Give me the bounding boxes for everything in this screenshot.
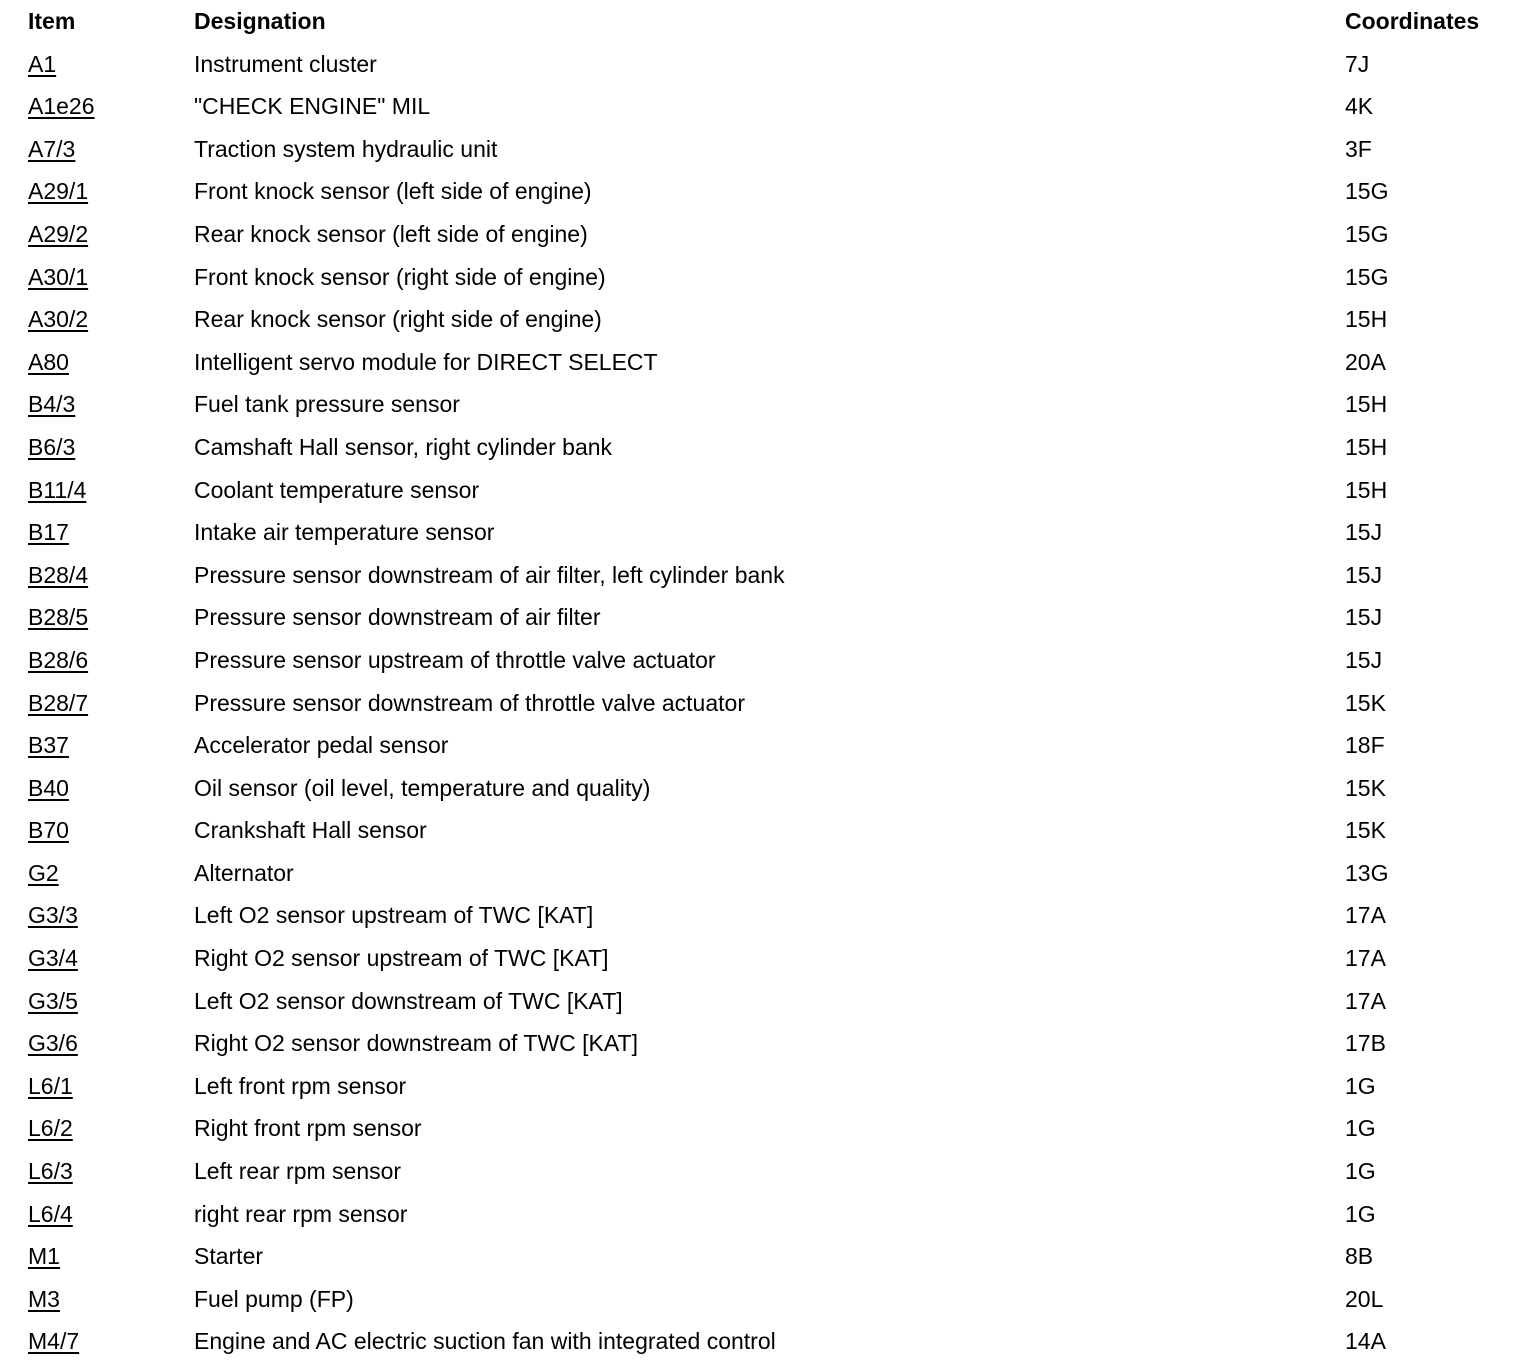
table-header — [28, 0, 1518, 43]
designation-text: Oil sensor (oil level, temperature and quality) — [194, 774, 651, 801]
item-link[interactable]: L6/1 — [28, 1072, 73, 1099]
designation-text: Intelligent servo module for DIRECT SELECT — [194, 348, 658, 375]
item-link[interactable]: B28/4 — [28, 561, 89, 588]
designation-text: Right O2 sensor upstream of TWC [KAT] — [194, 945, 609, 972]
item-link[interactable]: A30/1 — [28, 263, 89, 290]
table-row — [28, 767, 1518, 810]
table-row — [28, 85, 1518, 128]
coordinates-text: 14A — [1345, 1328, 1386, 1355]
designation-text: Accelerator pedal sensor — [194, 732, 449, 759]
coordinates-text: 13G — [1345, 859, 1389, 886]
item-link[interactable]: B6/3 — [28, 433, 76, 460]
table-row — [28, 1065, 1518, 1108]
designation-text: "CHECK ENGINE" MIL — [194, 93, 431, 120]
item-link[interactable]: A1e26 — [28, 93, 95, 120]
item-link[interactable]: B28/6 — [28, 646, 89, 673]
coordinates-text: 15J — [1345, 604, 1383, 631]
designation-text: Right front rpm sensor — [194, 1115, 422, 1142]
coordinates-text: 15H — [1345, 433, 1388, 460]
table-row — [28, 1107, 1518, 1150]
designation-text: Pressure sensor downstream of throttle valve actuator — [194, 689, 745, 716]
table-row — [28, 639, 1518, 682]
table-row — [28, 1320, 1518, 1363]
designation-text: Starter — [194, 1243, 264, 1270]
designation-text: Left front rpm sensor — [194, 1072, 407, 1099]
item-link[interactable]: L6/2 — [28, 1115, 73, 1142]
coordinates-text: 20L — [1345, 1285, 1384, 1312]
item-link[interactable]: L6/4 — [28, 1200, 73, 1227]
item-link[interactable]: B17 — [28, 519, 69, 546]
table-row — [28, 724, 1518, 767]
designation-text: Crankshaft Hall sensor — [194, 817, 427, 844]
item-link[interactable]: G3/5 — [28, 987, 78, 1014]
designation-text: Intake air temperature sensor — [194, 519, 495, 546]
coordinates-text: 15H — [1345, 391, 1388, 418]
table-row — [28, 980, 1518, 1023]
designation-text: Instrument cluster — [194, 50, 377, 77]
item-link[interactable]: A29/1 — [28, 178, 89, 205]
table-row — [28, 298, 1518, 341]
table-row — [28, 256, 1518, 299]
item-link[interactable]: B28/5 — [28, 604, 89, 631]
coordinates-text: 15G — [1345, 178, 1389, 205]
table-row — [28, 596, 1518, 639]
coordinates-text: 1G — [1345, 1158, 1376, 1185]
item-link[interactable]: M3 — [28, 1285, 60, 1312]
designation-text: Alternator — [194, 859, 294, 886]
table-row — [28, 1278, 1518, 1321]
item-link[interactable]: B4/3 — [28, 391, 76, 418]
designation-text: Coolant temperature sensor — [194, 476, 480, 503]
designation-text: Left O2 sensor downstream of TWC [KAT] — [194, 987, 623, 1014]
coordinates-text: 20A — [1345, 348, 1386, 375]
coordinates-text: 17A — [1345, 945, 1386, 972]
header-item: Item — [28, 8, 76, 34]
designation-text: Traction system hydraulic unit — [194, 135, 498, 162]
header-designation: Designation — [194, 8, 326, 34]
coordinates-text: 15J — [1345, 646, 1383, 673]
coordinates-text: 15H — [1345, 476, 1388, 503]
item-link[interactable]: G3/6 — [28, 1030, 78, 1057]
designation-text: right rear rpm sensor — [194, 1200, 408, 1227]
table-row — [28, 383, 1518, 426]
item-link[interactable]: A1 — [28, 50, 57, 77]
coordinates-text: 15K — [1345, 774, 1386, 801]
table-row — [28, 511, 1518, 554]
coordinates-text: 17A — [1345, 987, 1386, 1014]
table-row — [28, 469, 1518, 512]
item-link[interactable]: G3/3 — [28, 902, 78, 929]
item-link[interactable]: B11/4 — [28, 476, 87, 503]
coordinates-text: 7J — [1345, 50, 1370, 77]
coordinates-text: 1G — [1345, 1200, 1376, 1227]
item-link[interactable]: B28/7 — [28, 689, 89, 716]
coordinates-text: 15J — [1345, 519, 1383, 546]
table-row — [28, 554, 1518, 597]
table-row — [28, 170, 1518, 213]
designation-text: Rear knock sensor (left side of engine) — [194, 220, 588, 247]
coordinates-text: 15K — [1345, 689, 1386, 716]
item-link[interactable]: A80 — [28, 348, 69, 375]
header-coordinates: Coordinates — [1345, 8, 1480, 34]
item-link[interactable]: B37 — [28, 732, 69, 759]
table-row — [28, 341, 1518, 384]
designation-text: Rear knock sensor (right side of engine) — [194, 306, 602, 333]
item-link[interactable]: A29/2 — [28, 220, 89, 247]
coordinates-text: 15K — [1345, 817, 1386, 844]
item-link[interactable]: G2 — [28, 859, 59, 886]
component-legend-table — [28, 0, 1518, 1363]
coordinates-text: 8B — [1345, 1243, 1374, 1270]
item-link[interactable]: A30/2 — [28, 306, 89, 333]
coordinates-text: 15H — [1345, 306, 1388, 333]
table-row — [28, 426, 1518, 469]
designation-text: Right O2 sensor downstream of TWC [KAT] — [194, 1030, 638, 1057]
item-link[interactable]: A7/3 — [28, 135, 76, 162]
coordinates-text: 4K — [1345, 93, 1374, 120]
table-body — [28, 43, 1518, 1363]
table-row — [28, 852, 1518, 895]
table-row — [28, 128, 1518, 171]
table-row — [28, 1150, 1518, 1193]
designation-text: Engine and AC electric suction fan with integrated control — [194, 1328, 776, 1355]
coordinates-text: 15G — [1345, 263, 1389, 290]
designation-text: Pressure sensor downstream of air filter — [194, 604, 601, 631]
coordinates-text: 1G — [1345, 1072, 1376, 1099]
designation-text: Fuel pump (FP) — [194, 1285, 354, 1312]
coordinates-text: 15G — [1345, 220, 1389, 247]
item-link[interactable]: G3/4 — [28, 945, 78, 972]
item-link[interactable]: B40 — [28, 774, 69, 801]
coordinates-text: 18F — [1345, 732, 1385, 759]
coordinates-text: 15J — [1345, 561, 1383, 588]
item-link[interactable]: L6/3 — [28, 1158, 73, 1185]
table-row — [28, 809, 1518, 852]
designation-text: Camshaft Hall sensor, right cylinder bank — [194, 433, 613, 460]
table-row — [28, 894, 1518, 937]
table-row — [28, 682, 1518, 725]
item-link[interactable]: M1 — [28, 1243, 60, 1270]
item-link[interactable]: B70 — [28, 817, 69, 844]
designation-text: Left O2 sensor upstream of TWC [KAT] — [194, 902, 594, 929]
table-row — [28, 1235, 1518, 1278]
table-row — [28, 937, 1518, 980]
designation-text: Pressure sensor downstream of air filter, left cylinder bank — [194, 561, 785, 588]
coordinates-text: 17B — [1345, 1030, 1386, 1057]
coordinates-text: 3F — [1345, 135, 1372, 162]
designation-text: Front knock sensor (right side of engine) — [194, 263, 606, 290]
table-row — [28, 213, 1518, 256]
table-row — [28, 1022, 1518, 1065]
coordinates-text: 1G — [1345, 1115, 1376, 1142]
designation-text: Fuel tank pressure sensor — [194, 391, 460, 418]
table-row — [28, 43, 1518, 86]
coordinates-text: 17A — [1345, 902, 1386, 929]
table-row — [28, 1193, 1518, 1236]
designation-text: Front knock sensor (left side of engine) — [194, 178, 592, 205]
designation-text: Pressure sensor upstream of throttle valve actuator — [194, 646, 716, 673]
designation-text: Left rear rpm sensor — [194, 1158, 402, 1185]
item-link[interactable]: M4/7 — [28, 1328, 80, 1355]
